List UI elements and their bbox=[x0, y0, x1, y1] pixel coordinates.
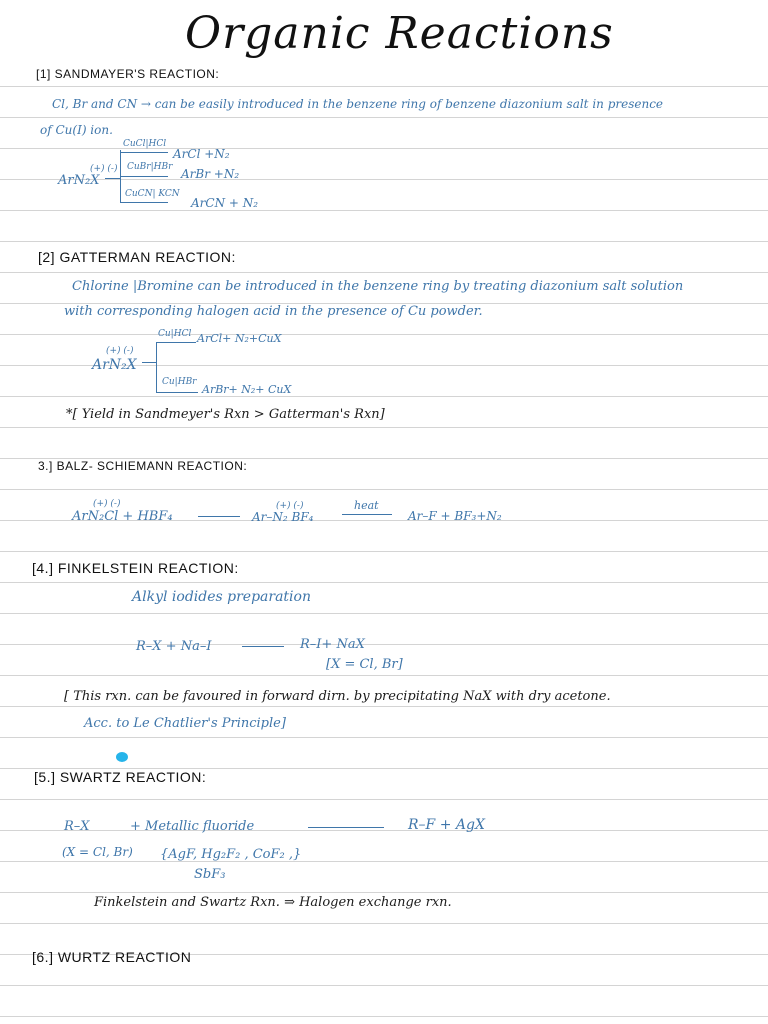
finkelstein-condition: [X = Cl, Br] bbox=[326, 657, 403, 672]
gatterman-reagent-2: Cu|HBr bbox=[162, 377, 197, 387]
balz-intermediate: Ar–N₂ BF₄ bbox=[252, 510, 314, 524]
balz-charges-2: (+) (-) bbox=[276, 501, 304, 511]
gatterman-arrow-1 bbox=[156, 342, 196, 343]
gatterman-reagent-1: Cu|HCl bbox=[158, 329, 192, 339]
swartz-fluorides-2: SbF₃ bbox=[194, 867, 226, 882]
sandmeyer-text-1: Cl, Br and CN → can be easily introduced in the benzene ring of benzene diazonium salt in presence bbox=[52, 97, 664, 111]
balz-condition: heat bbox=[354, 499, 379, 512]
balz-arrow-1 bbox=[198, 516, 240, 517]
gatterman-stem-line bbox=[142, 362, 156, 363]
finkelstein-subtitle: Alkyl iodides preparation bbox=[132, 589, 311, 605]
gatterman-product-1: ArCl+ N₂+CuX bbox=[197, 332, 282, 345]
swartz-note: Finkelstein and Swartz Rxn. ⇒ Halogen exchange rxn. bbox=[94, 895, 452, 910]
swartz-rhs: R–F + AgX bbox=[408, 817, 485, 833]
gatterman-text-2: with corresponding halogen acid in the presence of Cu powder. bbox=[64, 304, 483, 319]
sandmeyer-heading: [1] SANDMAYER'S REACTION: bbox=[36, 67, 220, 81]
sandmeyer-arrow-3 bbox=[120, 202, 168, 203]
gatterman-arrow-2 bbox=[156, 392, 198, 393]
balz-arrow-2 bbox=[342, 514, 392, 515]
gatterman-charges: (+) (-) bbox=[106, 346, 134, 356]
sandmeyer-charges: (+) (-) bbox=[90, 164, 118, 174]
sandmeyer-text-2: of Cu(I) ion. bbox=[40, 123, 113, 137]
balz-heading: 3.] BALZ- SCHIEMANN REACTION: bbox=[38, 459, 248, 473]
sandmeyer-arrow-2 bbox=[120, 176, 168, 177]
finkelstein-rhs: R–I+ NaX bbox=[300, 637, 365, 652]
balz-product: Ar–F + BF₃+N₂ bbox=[408, 509, 502, 523]
swartz-lhs-1: R–X bbox=[64, 819, 90, 834]
gatterman-branch-line bbox=[156, 342, 157, 392]
finkelstein-note-2: Acc. to Le Chatlier's Principle] bbox=[84, 716, 286, 731]
sandmeyer-product-2: ArBr +N₂ bbox=[181, 167, 240, 181]
gatterman-reactant: ArN₂X bbox=[92, 357, 137, 373]
swartz-heading: [5.] SWARTZ REACTION: bbox=[34, 769, 207, 785]
finkelstein-heading: [4.] FINKELSTEIN REACTION: bbox=[32, 560, 239, 576]
swartz-arrow bbox=[308, 827, 384, 828]
sandmeyer-stem-line bbox=[105, 178, 120, 179]
balz-charges-1: (+) (-) bbox=[93, 499, 121, 509]
gatterman-note: *[ Yield in Sandmeyer's Rxn > Gatterman's Rxn] bbox=[66, 407, 385, 422]
sandmeyer-reagent-1: CuCl|HCl bbox=[123, 139, 167, 149]
sandmeyer-product-1: ArCl +N₂ bbox=[173, 147, 230, 161]
sandmeyer-arrow-1 bbox=[120, 152, 168, 153]
ink-smudge bbox=[116, 752, 128, 762]
sandmeyer-reagent-2: CuBr|HBr bbox=[127, 162, 173, 172]
wurtz-heading: [6.] WURTZ REACTION bbox=[32, 949, 192, 965]
gatterman-product-2: ArBr+ N₂+ CuX bbox=[202, 383, 292, 396]
finkelstein-lhs: R–X + Na–I bbox=[136, 639, 212, 654]
swartz-lhs-2: + Metallic fluoride bbox=[130, 819, 255, 834]
finkelstein-note-1: [ This rxn. can be favoured in forward dirn. by precipitating NaX with dry acetone. bbox=[64, 689, 611, 704]
finkelstein-arrow bbox=[242, 646, 284, 647]
balz-reactant: ArN₂Cl + HBF₄ bbox=[72, 509, 173, 524]
swartz-condition: (X = Cl, Br) bbox=[62, 845, 133, 859]
sandmeyer-product-3: ArCN + N₂ bbox=[191, 196, 259, 210]
sandmeyer-reagent-3: CuCN| KCN bbox=[125, 189, 180, 199]
gatterman-heading: [2] GATTERMAN REACTION: bbox=[38, 249, 236, 265]
gatterman-text-1: Chlorine |Bromine can be introduced in the benzene ring by treating diazonium salt solution bbox=[72, 279, 684, 294]
sandmeyer-reactant: ArN₂X bbox=[58, 173, 100, 188]
page-title: Organic Reactions bbox=[185, 8, 614, 59]
swartz-fluorides-1: {AgF, Hg₂F₂ , CoF₂ ,} bbox=[160, 847, 302, 862]
